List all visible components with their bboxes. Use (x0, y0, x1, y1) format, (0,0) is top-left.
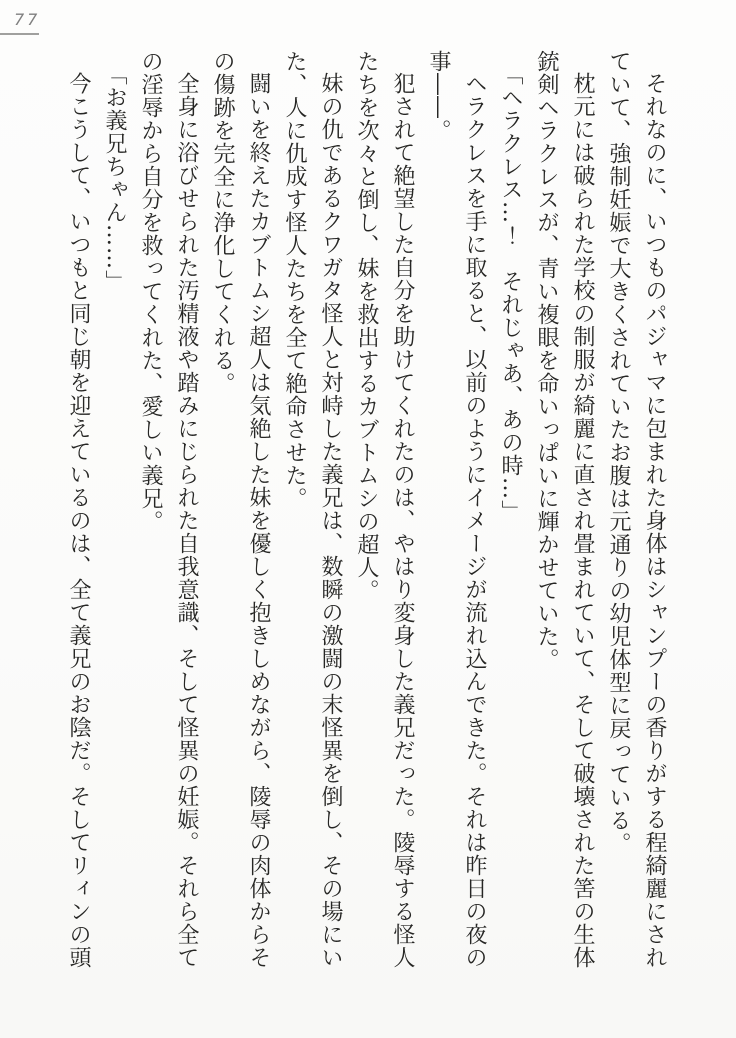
page-number-rule (0, 33, 39, 35)
text-line-14: 全身に浴びせられた汚精液や踏みにじられた自我意識、そして怪異の妊娠。それら全て (174, 72, 199, 969)
text-line-2: ていて、強制妊娠で大きくされていたお腹は元通りの幼児体型に戻っている。 (606, 50, 631, 855)
text-line-10: 妹の仇であるクワガタ怪人と対峙した義兄は、数瞬の激闘の末怪異を倒し、その場にい (318, 72, 343, 969)
text-line-11: た、人に仇成す怪人たちを全て絶命させた。 (282, 50, 307, 510)
text-line-16: 「お義兄ちゃん……」 (102, 63, 127, 294)
page-number-block (0, 8, 60, 48)
text-line-8: 犯されて絶望した自分を助けてくれたのは、やはり変身した義兄だった。陵辱する怪人 (390, 72, 415, 969)
text-line-17: 今こうして、いつもと同じ朝を迎えているのは、全て義兄のお陰だ。そしてリィンの頭 (66, 72, 91, 969)
text-line-5: 「ヘラクレス…！ それじゃあ、あの時…」 (498, 63, 523, 524)
text-line-12: 闘いを終えたカブトムシ超人は気絶した妹を優しく抱きしめながら、陵辱の肉体からそ (246, 72, 271, 969)
text-line-3: 枕元には破られた学校の制服が綺麗に直され畳まれていて、そして破壊された筈の生体 (570, 72, 595, 969)
text-line-15: の淫辱から自分を救ってくれた、愛しい義兄。 (138, 50, 163, 533)
text-line-4: 銃剣ヘラクレスが、青い複眼を命いっぱいに輝かせていた。 (534, 50, 559, 671)
vertical-text-block (60, 50, 672, 995)
text-line-9: たちを次々と倒し、妹を救出するカブトムシの超人。 (354, 50, 379, 602)
text-line-1: それなのに、いつものパジャマに包まれた身体はシャンプーの香りがする程綺麗にされ (642, 72, 667, 969)
text-line-13: の傷跡を完全に浄化してくれる。 (210, 50, 235, 395)
text-line-6: ヘラクレスを手に取ると、以前のようにイメージが流れ込んできた。それは昨日の夜の (462, 72, 487, 969)
text-line-7: 事――。 (426, 50, 451, 142)
page-number: 77 (14, 10, 41, 29)
